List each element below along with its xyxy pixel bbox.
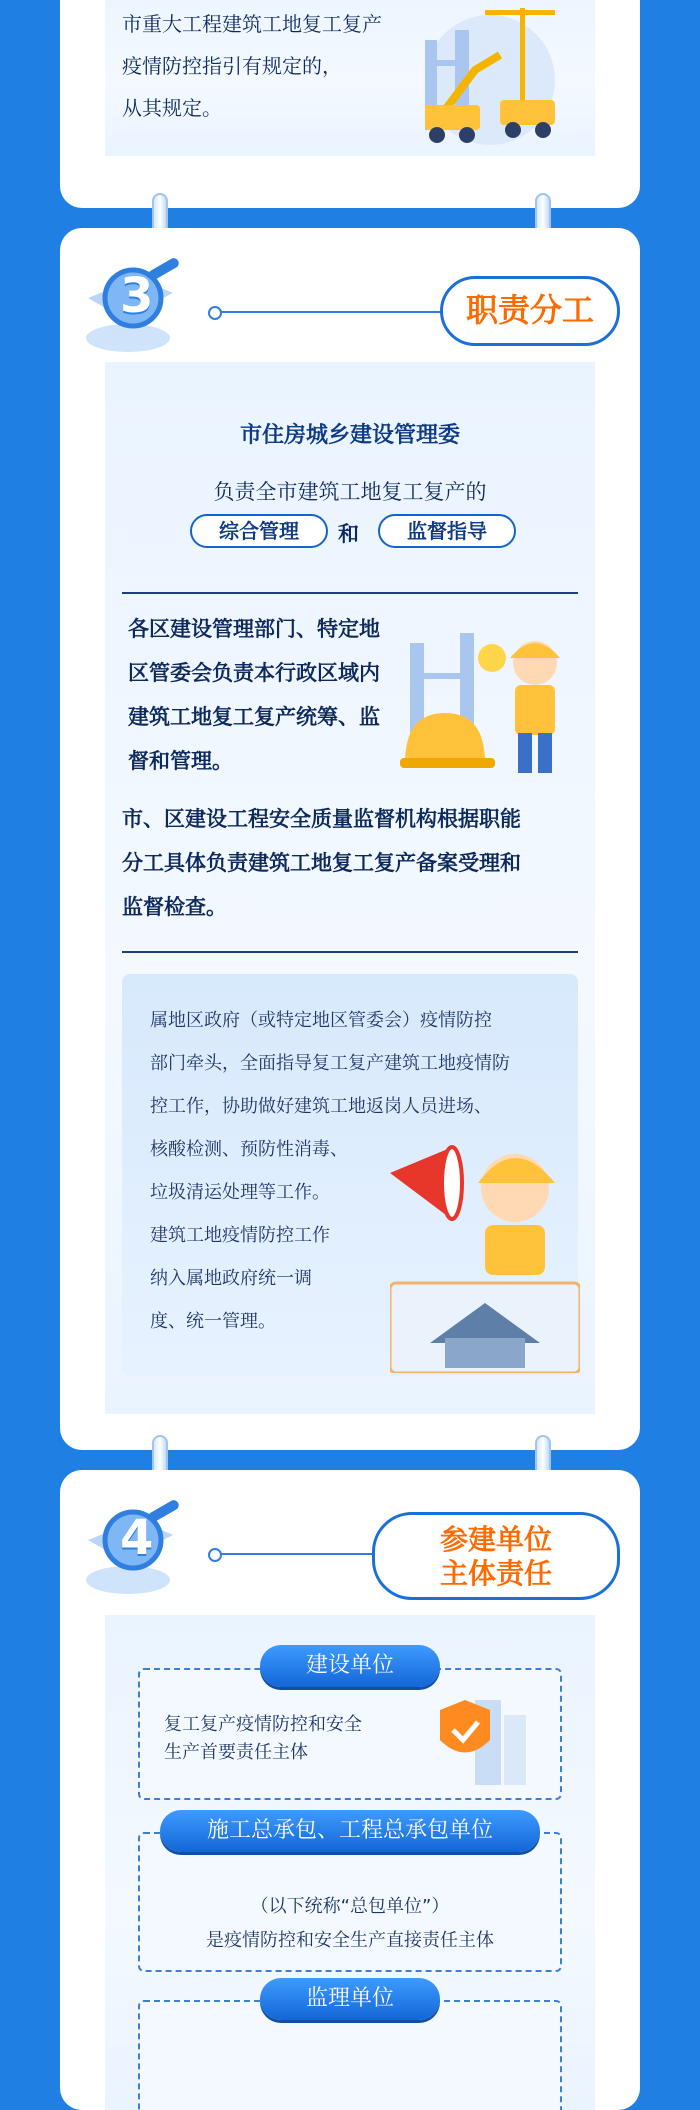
worker-helmet-illustration: [400, 623, 580, 783]
district-line: 各区建设管理部门、特定地: [128, 617, 380, 641]
section-top-line: 疫情防控指引有规定的，: [122, 54, 342, 78]
local-line: 核酸检测、预防性消毒、: [150, 1139, 348, 1160]
supervision-line: 监督检查。: [122, 895, 227, 919]
box2-line: （以下统称“总包单位”）: [250, 1896, 450, 1917]
district-line: 建筑工地复工复产统筹、监: [128, 705, 380, 729]
section-number: 4: [120, 1510, 154, 1566]
section-top-line: 从其规定。: [122, 96, 222, 120]
box1-line: 生产首要责任主体: [164, 1742, 308, 1763]
local-line: 纳入属地政府统一调: [150, 1268, 312, 1289]
section-title-text: 职责分工: [465, 291, 594, 329]
district-line: 区管委会负责本行政区域内: [128, 661, 380, 685]
pill-label: 综合管理: [219, 519, 299, 543]
local-line: 建筑工地疫情防控工作: [150, 1225, 330, 1246]
section-title: [440, 276, 620, 346]
shield-building-icon: [420, 1680, 540, 1790]
section-card-3: [60, 228, 640, 1450]
megaphone-worker-illustration: [390, 1133, 580, 1373]
pill-comprehensive-management: [190, 514, 328, 548]
local-line: 部门牵头，全面指导复工复产建筑工地疫情防: [150, 1053, 510, 1074]
section-card-top: [60, 0, 640, 208]
committee-name: 市住房城乡建设管理委: [239, 423, 460, 448]
divider: [122, 592, 578, 594]
section-title-line: 参建单位: [439, 1523, 552, 1556]
and-label: 和: [338, 522, 359, 546]
supervision-line: 市、区建设工程安全质量监督机构根据职能: [122, 807, 521, 831]
section-title-line: 主体责任: [439, 1557, 552, 1590]
construction-excavator-illustration: [405, 0, 575, 150]
title-connector-dot: [208, 1548, 222, 1562]
local-line: 度、统一管理。: [150, 1311, 276, 1332]
tab-label: 监理单位: [305, 1986, 394, 2011]
pill-label: 监督指导: [407, 519, 487, 543]
pill-supervision-guidance: [378, 514, 516, 548]
supervision-line: 分工具体负责建筑工地复工复产备案受理和: [122, 851, 521, 875]
divider: [122, 951, 578, 953]
local-line: 控工作，协助做好建筑工地返岗人员进场、: [150, 1096, 492, 1117]
section-number: 3: [120, 268, 154, 324]
box2-line: 是疫情防控和安全生产直接责任主体: [206, 1930, 494, 1951]
construction-unit-tab: [260, 1645, 440, 1687]
local-line: 垃圾清运处理等工作。: [150, 1182, 330, 1203]
tab-label: 施工总承包、工程总承包单位: [206, 1818, 493, 1843]
section-card-4: [60, 1470, 640, 2110]
section-top-line: 市重大工程建筑工地复工复产: [122, 12, 382, 36]
general-contractor-tab: [160, 1810, 540, 1852]
committee-desc: 负责全市建筑工地复工复产的: [213, 480, 487, 504]
title-connector-dot: [208, 306, 222, 320]
box1-line: 复工复产疫情防控和安全: [164, 1714, 362, 1735]
tab-label: 建设单位: [305, 1653, 394, 1678]
section-title: [372, 1512, 620, 1600]
local-line: 属地区政府（或特定地区管委会）疫情防控: [150, 1010, 492, 1031]
district-line: 督和管理。: [128, 749, 233, 773]
supervision-unit-tab: [260, 1978, 440, 2020]
